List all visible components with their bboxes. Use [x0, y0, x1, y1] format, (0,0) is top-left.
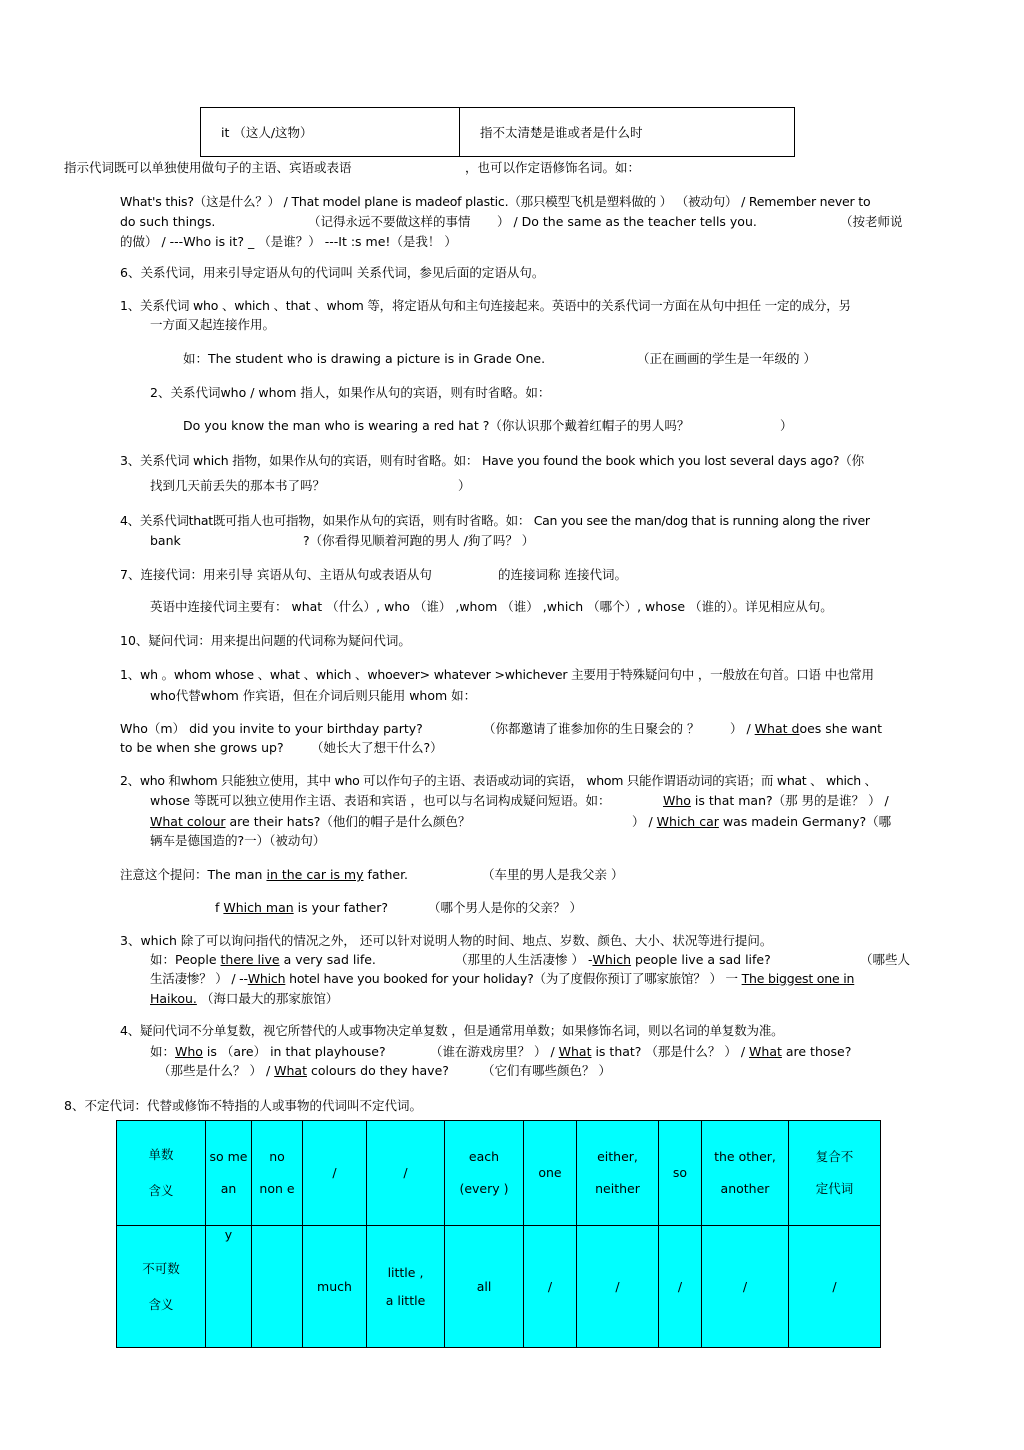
demo-example-line-2a: do such things.: [120, 214, 216, 229]
cell-one: one: [524, 1121, 577, 1226]
relative-point-4b: bank: [150, 533, 181, 548]
interrogative-point-3c: 生活凄惨？ ） / --Which hotel have you booked for your holiday?（为了度假你预订了哪家旅馆？ ） 一 The biggest one in: [150, 971, 855, 986]
cell-empty-3: [252, 1226, 303, 1348]
interrogative-point-3b-c: （哪些人: [860, 952, 911, 967]
relative-point-2: 2、关系代词who / whom 指人，如果作从句的宾语，则有时省略。如：: [150, 385, 551, 400]
interrogative-point-4a: 4、疑问代词不分单复数，视它所替代的人或事物决定单复数 ，但是通常用单数；如果修饰名词，则以名词的单复数为准。: [120, 1023, 784, 1038]
interrogative-point-2c: What colour are their hats?（他们的帽子是什么颜色？: [150, 814, 471, 829]
interrogative-point-3a: 3、which 除了可以询问指代的情况之外， 还可以针对说明人物的时间、地点、岁数、颜色、大小、状况等进行提问。: [120, 933, 773, 948]
top-table-cell-it: it （这人/这物）: [201, 108, 460, 157]
interrogative-point-3b-b: （那里的人生活凄惨 ） -Which people live a sad life?: [455, 952, 771, 967]
relative-point-3b: 找到几天前丢失的那本书了吗？: [150, 478, 326, 493]
cell-much: much: [303, 1226, 367, 1348]
interrogative-point-2d: 辆车是德国造的?一）（被动句）: [150, 833, 326, 848]
demo-intro-right: ，也可以作定语修饰名词。如：: [465, 160, 641, 175]
table-row-uncountable: [117, 1226, 881, 1348]
interrogative-point-3b: 如：People there live a very sad life.: [150, 952, 376, 967]
note-line-1-translation: （车里的男人是我父亲 ）: [482, 867, 624, 882]
demo-example-line-2b: （记得永远不要做这样的事情: [308, 214, 471, 229]
interrogative-point-2a: 2、who 和whom 只能独立使用，其中 who 可以作句子的主语、表语或动词的宾语， whom 只能作谓语动词的宾语；而 what 、 which 、: [120, 773, 877, 788]
cell-slash-r2-8: /: [577, 1226, 659, 1348]
indefinite-heading: 8、不定代词：代替或修饰不特指的人或事物的代词叫不定代词。: [64, 1098, 422, 1113]
interrogative-heading: 10、疑问代词：用来提出问题的代词称为疑问代词。: [120, 633, 411, 648]
interrogative-example-1c: ） / What does she want: [730, 721, 883, 736]
demo-example-line-2d: （按老师说: [840, 214, 903, 229]
cell-slash-r2-7: /: [524, 1226, 577, 1348]
relative-point-1a: 1、关系代词 who 、which 、that 、whom 等，将定语从句和主句连接起来。英语中的关系代词一方面在从句中担任 一定的成分，另: [120, 298, 851, 313]
cell-all: all: [445, 1226, 524, 1348]
note-line-1: 注意这个提问：The man in the car is my father.: [120, 867, 409, 882]
demo-example-line-3: 的做） / ---Who is it? _ （是谁？） ---It :s me!（是我！ ）: [120, 234, 457, 249]
top-table: [200, 107, 795, 157]
cell-each: each (every ): [445, 1121, 524, 1226]
interrogative-point-3d: Haikou. （海口最大的那家旅馆）: [150, 991, 339, 1006]
demo-example-line-1: What's this?（这是什么？） / That model plane is madeof plastic.（那只模型飞机是塑料做的 ） （被动句） / Remember never to: [120, 194, 871, 209]
interrogative-point-4c-b: （它们有哪些颜色？ ）: [482, 1063, 611, 1078]
cell-slash-5: /: [367, 1121, 445, 1226]
cell-no: no non e: [252, 1121, 303, 1226]
interrogative-point-1b: who代替whom 作宾语，但在介词后则只能用 whom 如：: [150, 688, 477, 703]
cell-slash-r2-10: /: [702, 1226, 789, 1348]
relative-point-4a: 4、关系代词that既可指人也可指物，如果作从句的宾语，则有时省略。如： Can you see the man/dog that is running along the river: [120, 513, 870, 528]
demo-example-line-2c: ） / Do the same as the teacher tells you.: [497, 214, 757, 229]
indefinite-pronoun-table: [116, 1120, 881, 1348]
cell-some: so me an: [206, 1121, 252, 1226]
cell-slash-4: /: [303, 1121, 367, 1226]
cell-uncountable-label: 不可数 含义: [117, 1226, 206, 1348]
interrogative-point-2b-example: Who is that man?（那 男的是谁？ ） /: [663, 793, 889, 808]
interrogative-example-1g: （她长大了想干什么?）: [311, 740, 443, 755]
interrogative-point-4b: 如：Who is （are） in that playhouse?: [150, 1044, 386, 1059]
interrogative-point-2c-b: ） / Which car was madein Germany?（哪: [632, 814, 892, 829]
top-table-cell-desc: 指不太清楚是谁或者是什么时: [460, 108, 795, 157]
cell-either: either, neither: [577, 1121, 659, 1226]
interrogative-example-1a: Who（m） did you invite to your birthday party?: [120, 721, 423, 736]
cell-compound: 复合不 定代词: [789, 1121, 881, 1226]
interrogative-point-1a: 1、wh 。whom whose 、what 、which 、whoever> whatever >whichever 主要用于特殊疑问句中 ，一般放在句首。口语 中也常用: [120, 667, 874, 682]
interrogative-example-1b: （你都邀请了谁参加你的生日聚会的 ？: [483, 721, 700, 736]
relative-example-1-translation: （正在画画的学生是一年级的 ）: [637, 351, 816, 366]
connective-list: 英语中连接代词主要有： what （什么）, who （谁） ,whom （谁） ,which （哪个）, whose （谁的）。详见相应从句。: [150, 599, 833, 614]
table-row-singular: [117, 1121, 881, 1226]
relative-example-1: 如：The student who is drawing a picture is in Grade One.: [183, 351, 546, 366]
relative-point-3c: ）: [458, 478, 471, 493]
connective-heading-b: 的连接词称 连接代词。: [498, 567, 627, 582]
interrogative-point-2b: whose 等既可以独立使用作主语、表语和宾语 ，也可以与名词构成疑问短语。如：: [150, 793, 611, 808]
interrogative-point-4c: （那些是什么？ ） / What colours do they have?: [158, 1063, 449, 1078]
cell-singular-label: 单数 含义: [117, 1121, 206, 1226]
relative-point-3a: 3、关系代词 which 指物，如果作从句的宾语，则有时省略。如： Have you found the book which you lost several days ago?（你: [120, 453, 864, 468]
relative-point-1b: 一方面又起连接作用。: [150, 317, 276, 332]
note-line-2-translation: （哪个男人是你的父亲？ ）: [428, 900, 582, 915]
note-line-2: f Which man is your father?: [215, 900, 389, 915]
cell-slash-r2-9: /: [659, 1226, 702, 1348]
cell-the-other: the other, another: [702, 1121, 789, 1226]
relative-point-4c: ?（你看得见顺着河跑的男人 /狗了吗？ ）: [303, 533, 535, 548]
cell-slash-r2-11: /: [789, 1226, 881, 1348]
relative-example-2-end: ）: [780, 418, 793, 433]
connective-heading: 7、连接代词：用来引导 宾语从句、主语从句或表语从句: [120, 567, 432, 582]
relative-example-2: Do you know the man who is wearing a red hat ?（你认识那个戴着红帽子的男人吗？: [183, 418, 690, 433]
cell-y: y: [206, 1226, 252, 1348]
interrogative-example-1f: to be when she grows up?: [120, 740, 284, 755]
demo-intro: 指示代词既可以单独使用做句子的主语、宾语或表语: [64, 160, 352, 175]
cell-little: little , a little: [367, 1226, 445, 1348]
cell-so: so: [659, 1121, 702, 1226]
relative-pronoun-heading: 6、关系代词，用来引导定语从句的代词叫 关系代词，参见后面的定语从句。: [120, 265, 545, 280]
interrogative-point-4b-b: （谁在游戏房里？ ） / What is that? （那是什么？ ） / What are those?: [430, 1044, 852, 1059]
